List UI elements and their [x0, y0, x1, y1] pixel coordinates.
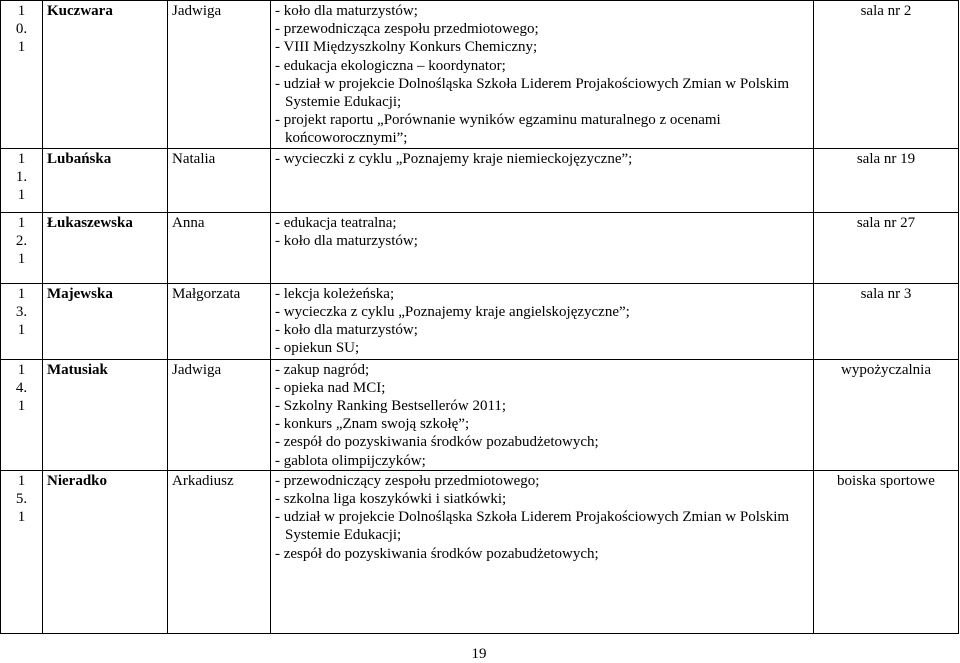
duty-line: - opieka nad MCI;: [275, 379, 386, 396]
surname-cell: Majewska: [43, 283, 168, 359]
duties-cell: [271, 1, 814, 149]
duty-line: końcoworocznymi”;: [285, 130, 408, 147]
firstname-cell: Jadwiga: [168, 1, 271, 149]
duty-line: - przewodnicząca zespołu przedmiotowego;: [275, 21, 539, 38]
room-cell: sala nr 27: [814, 212, 959, 283]
surname-cell: Matusiak: [43, 359, 168, 470]
duties-cell: [271, 359, 814, 470]
row-number: 1 0. 1: [1, 1, 43, 149]
duty-line: - opiekun SU;: [275, 340, 360, 357]
duty-line: - edukacja teatralna;: [275, 214, 397, 231]
duty-line: - zakup nagród;: [275, 361, 370, 378]
duty-line: - szkolna liga koszykówki i siatkówki;: [275, 491, 507, 508]
firstname-cell: Natalia: [168, 148, 271, 212]
row-number: 1 2. 1: [1, 212, 43, 283]
duty-line: - Szkolny Ranking Bestsellerów 2011;: [275, 398, 507, 415]
duty-line: - udział w projekcie Dolnośląska Szkoła Liderem Projakościowych Zmian w Polskim: [275, 75, 790, 92]
table-row: [1, 148, 959, 212]
firstname-cell: Jadwiga: [168, 359, 271, 470]
table-row: [1, 470, 959, 633]
duty-line: - koło dla maturzystów;: [275, 3, 418, 19]
duty-line: - udział w projekcie Dolnośląska Szkoła Liderem Projakościowych Zmian w Polskim: [275, 509, 790, 526]
table-row: [1, 1, 959, 149]
duty-line: - wycieczki z cyklu „Poznajemy kraje niemieckojęzyczne”;: [275, 150, 633, 167]
table-row: [1, 283, 959, 359]
duty-line: Systemie Edukacji;: [285, 94, 402, 111]
duties-cell: [271, 470, 814, 633]
room-cell: sala nr 19: [814, 148, 959, 212]
firstname-cell: Małgorzata: [168, 283, 271, 359]
duty-line: - projekt raportu „Porównanie wyników egzaminu maturalnego z ocenami: [275, 112, 721, 129]
duties-cell: [271, 212, 814, 283]
table-row: [1, 212, 959, 283]
firstname-cell: Arkadiusz: [168, 470, 271, 633]
page-number: 19: [471, 646, 487, 662]
duty-line: - lekcja koleżeńska;: [275, 285, 395, 302]
duty-line: - konkurs „Znam swoją szkołę”;: [275, 416, 470, 433]
duty-line: - zespół do pozyskiwania środków pozabudżetowych;: [275, 434, 599, 451]
room-cell: sala nr 2: [814, 1, 959, 149]
duties-cell: [271, 283, 814, 359]
duty-line: - przewodniczący zespołu przedmiotowego;: [275, 472, 540, 489]
duty-line: - koło dla maturzystów;: [275, 232, 418, 249]
table-row: [1, 359, 959, 470]
duty-line: Systemie Edukacji;: [285, 527, 402, 544]
row-number: 1 3. 1: [1, 283, 43, 359]
room-cell: sala nr 3: [814, 283, 959, 359]
row-number: 1 5. 1: [1, 470, 43, 633]
row-number: 1 1. 1: [1, 148, 43, 212]
surname-cell: Nieradko: [43, 470, 168, 633]
duties-cell: [271, 148, 814, 212]
duty-line: - VIII Międzyszkolny Konkurs Chemiczny;: [275, 39, 538, 56]
surname-cell: Lubańska: [43, 148, 168, 212]
surname-cell: Łukaszewska: [43, 212, 168, 283]
room-cell: wypożyczalnia: [814, 359, 959, 470]
row-number: 1 4. 1: [1, 359, 43, 470]
duty-line: - edukacja ekologiczna – koordynator;: [275, 57, 506, 74]
duty-line: - koło dla maturzystów;: [275, 322, 418, 339]
duty-line: - wycieczka z cyklu „Poznajemy kraje angielskojęzyczne”;: [275, 303, 630, 320]
duty-line: - gablota olimpijczyków;: [275, 452, 426, 469]
firstname-cell: Anna: [168, 212, 271, 283]
surname-cell: Kuczwara: [43, 1, 168, 149]
duty-line: - zespół do pozyskiwania środków pozabudżetowych;: [275, 545, 599, 562]
room-cell: boiska sportowe: [814, 470, 959, 633]
